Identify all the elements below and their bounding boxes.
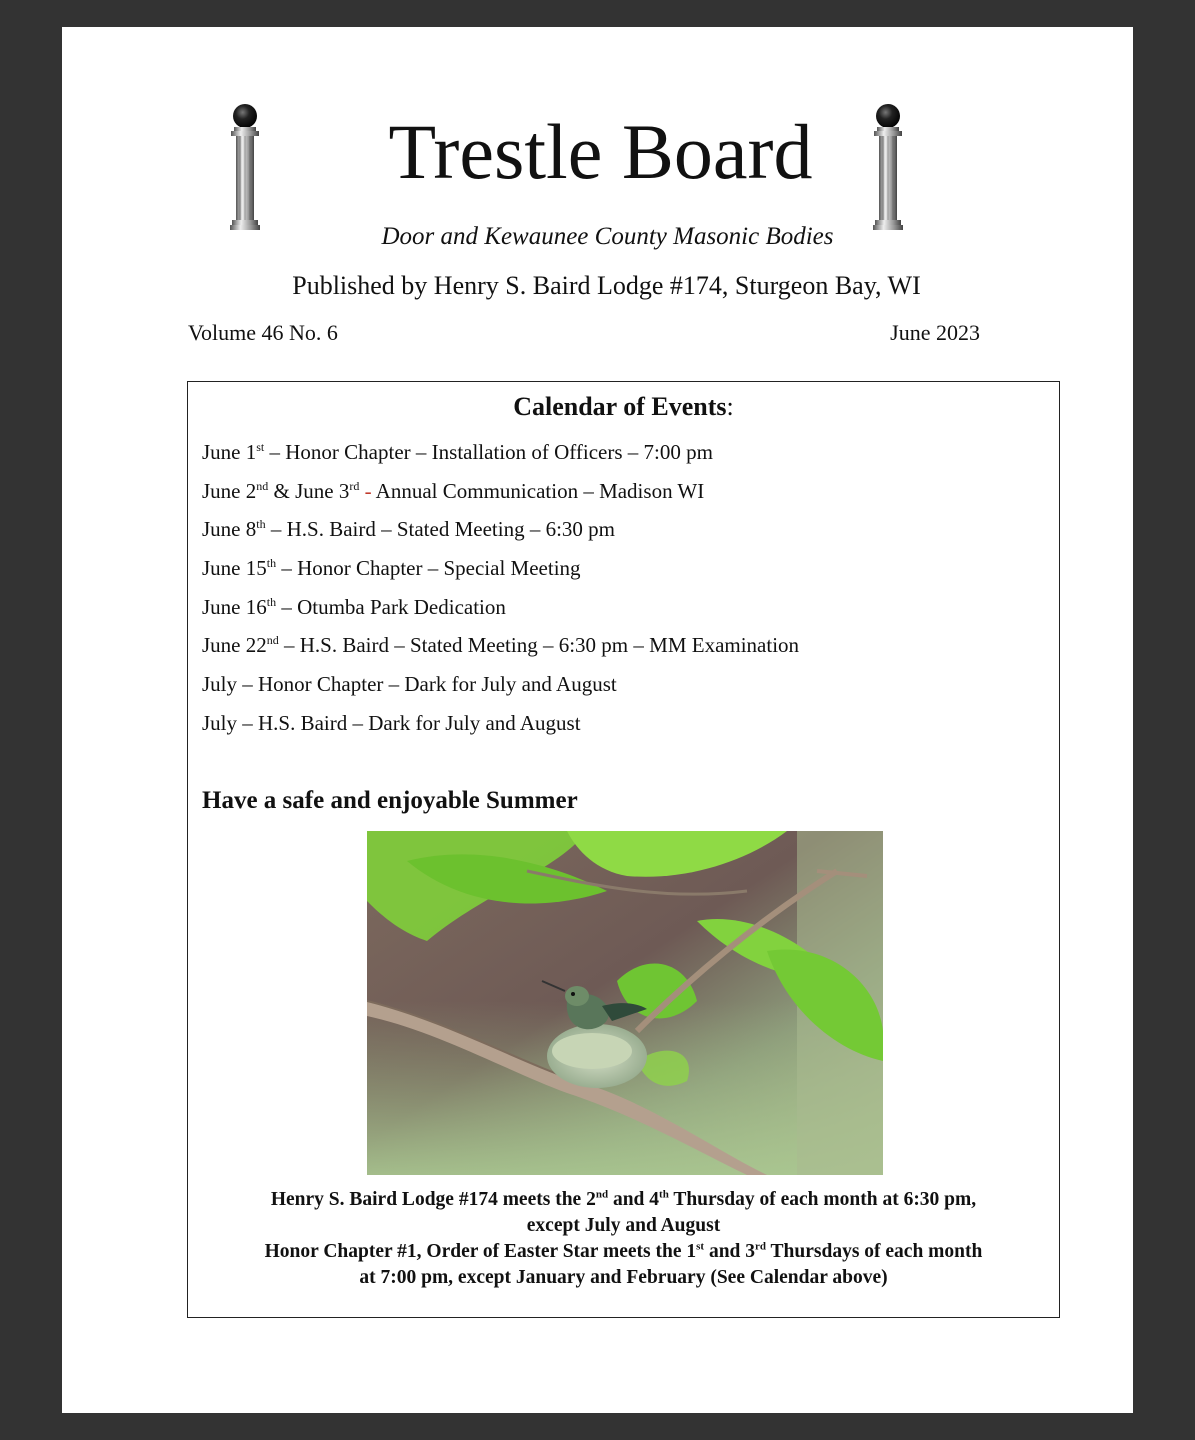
chapter-meeting-exception: at 7:00 pm, except January and February (See Calendar above)	[359, 1267, 888, 1288]
lodge-meeting-exception: except July and August	[526, 1215, 721, 1236]
event-item: June 1st – Honor Chapter – Installation of Officers – 7:00 pm	[202, 440, 713, 464]
event-item: July – Honor Chapter – Dark for July and August	[202, 672, 617, 697]
publisher-line: Published by Henry S. Baird Lodge #174, Sturgeon Bay, WI	[292, 271, 921, 300]
subtitle: Door and Kewaunee County Masonic Bodies	[381, 223, 834, 250]
event-item: July – H.S. Baird – Dark for July and August	[202, 710, 581, 735]
event-item: June 2nd & June 3rd - Annual Communication – Madison WI	[202, 478, 705, 503]
lodge-meeting-line: Henry S. Baird Lodge #174 meets the 2nd and 4th Thursday of each month at 6:30 pm,	[270, 1188, 977, 1210]
summer-heading: Have a safe and enjoyable Summer	[202, 787, 578, 814]
page-title: Trestle Board	[388, 108, 813, 195]
event-item: June 16th – Otumba Park Dedication	[202, 594, 506, 619]
calendar-title-colon: :	[726, 392, 734, 421]
hummingbird-photo	[367, 831, 883, 1175]
calendar-title	[188, 392, 1059, 422]
meeting-schedule	[188, 1187, 1059, 1291]
volume-number: Volume 46 No. 6	[188, 320, 338, 345]
chapter-meeting-line: Honor Chapter #1, Order of Easter Star meets the 1st and 3rd Thursdays of each month	[264, 1240, 983, 1262]
newsletter-page	[62, 27, 1133, 1413]
calendar-box	[187, 381, 1060, 1318]
issue-date: June 2023	[890, 320, 980, 345]
event-item: June 15th – Honor Chapter – Special Meeting	[202, 556, 581, 581]
event-list	[202, 437, 799, 747]
calendar-title-text: Calendar of Events	[513, 392, 727, 421]
event-item: June 8th – H.S. Baird – Stated Meeting – 6:30 pm	[202, 517, 615, 542]
event-item: June 22nd – H.S. Baird – Stated Meeting – 6:30 pm – MM Examination	[202, 633, 800, 658]
